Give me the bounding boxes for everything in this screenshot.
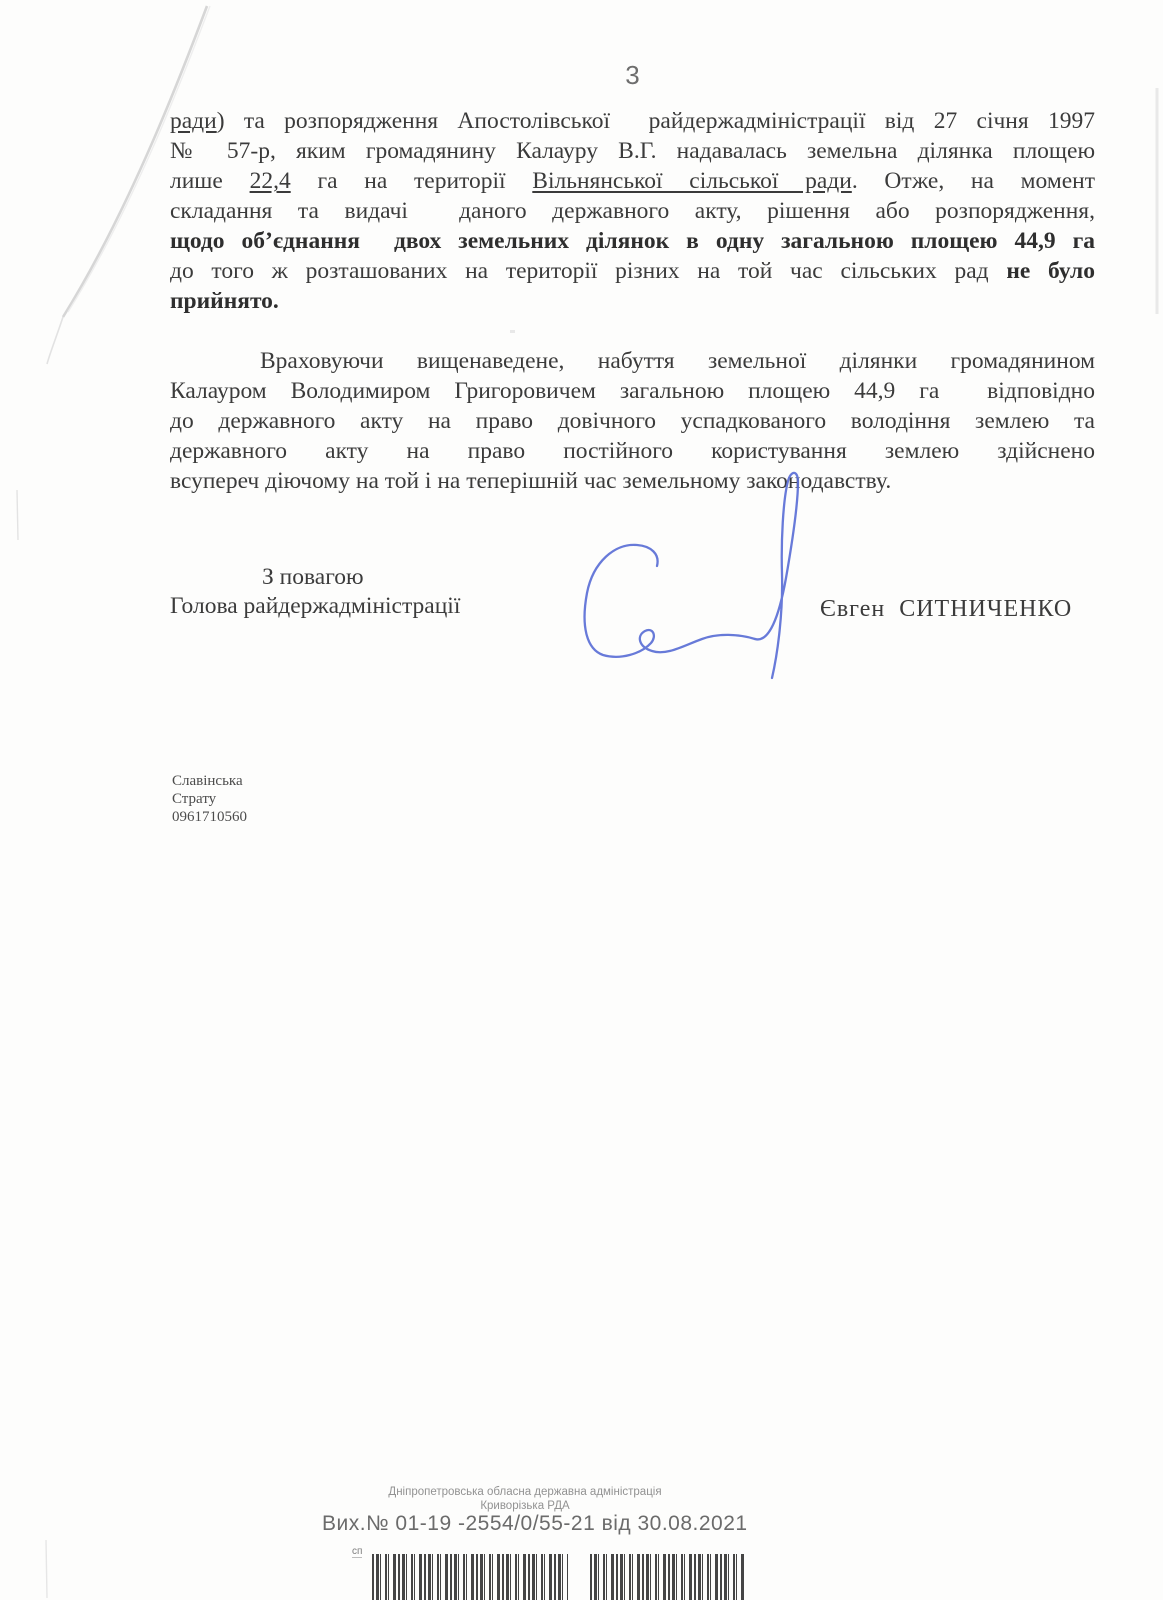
page-number: 3 [625,60,640,90]
paragraph [170,106,1095,316]
text-line: № 57-р, яким громадянину Калауру В.Г. надавалась земельна ділянка площею [170,138,1095,164]
barcode [372,1554,568,1600]
executor-block [172,772,247,826]
text-line: до того ж розташованих на території різних на той час сільських рад не було [170,258,1095,284]
text-line: всупереч діючому на той і на теперішній час земельному законодавству. [170,468,892,494]
signer-name: Євген СИТНИЧЕНКО [820,596,1073,622]
barcode [590,1554,746,1600]
text-line: лише 22,4 га на території Вільнянської сільської ради. Отже, на момент [170,168,1095,194]
stamp-org-line2: Криворізька РДА [480,1500,570,1512]
text-line: Калауром Володимиром Григоровичем загальною площею 44,9 га відповідно [170,378,1095,404]
text-line: щодо об’єднання двох земельних ділянок в одну загальною площею 44,9 га [170,228,1095,254]
barcode-label: сп [352,1546,363,1557]
text-line: складання та видачі даного державного акту, рішення або розпорядження, [170,198,1095,224]
barcode-bars [590,1554,746,1600]
text-line: прийнято. [170,288,279,314]
stamp-org-line1: Дніпропетровська обласна державна адміністрація [388,1486,662,1498]
text-line: ради) та розпорядження Апостолівської райдержадміністрації від 27 січня 1997 [170,108,1095,134]
stamp-reference-number: Вих.№ 01-19 -2554/0/55-21 від 30.08.2021 [322,1512,748,1535]
barcode-bars [372,1554,568,1600]
executor-name-2: Страту [172,791,217,807]
executor-name: Славінська [172,773,243,789]
salutation: З повагою [262,564,364,590]
stamp-organization [310,1485,740,1513]
text-line: Враховуючи вищенаведене, набуття земельної ділянки громадянином [260,348,1095,374]
text-line: державного акту на право постійного користування землею здійснено [170,438,1095,464]
handwritten-signature [565,462,810,687]
document-body [170,106,1095,496]
text-line: до державного акту на право довічного успадкованого володіння землею та [170,408,1095,434]
signer-title: Голова райдержадміністрації [170,593,461,619]
executor-phone: 0961710560 [172,809,247,825]
